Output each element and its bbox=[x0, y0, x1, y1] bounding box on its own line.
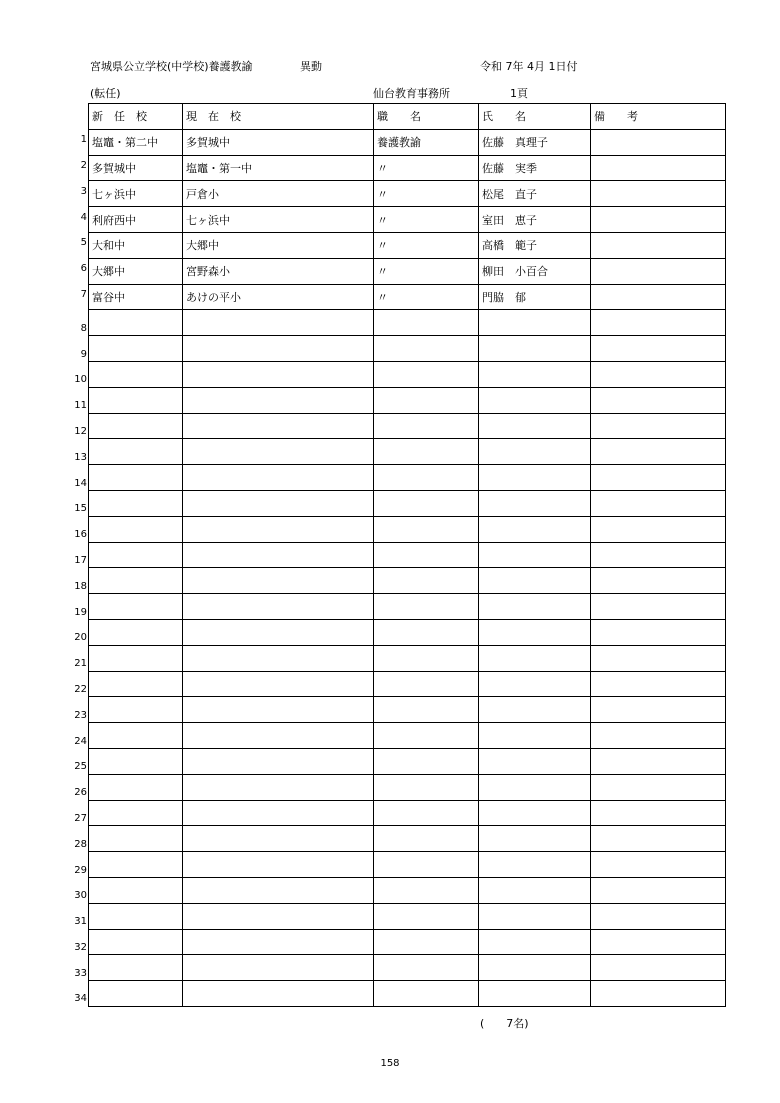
row-number: 23 bbox=[74, 709, 87, 721]
cell-position bbox=[374, 800, 479, 826]
row-number: 30 bbox=[74, 890, 87, 902]
cell-current-school bbox=[183, 542, 374, 568]
cell-position bbox=[374, 723, 479, 749]
cell-position bbox=[374, 826, 479, 852]
row-number: 25 bbox=[74, 761, 87, 773]
cell-note bbox=[591, 723, 726, 749]
cell-text: 大郷中 bbox=[92, 265, 125, 279]
cell-current-school bbox=[183, 645, 374, 671]
cell-current-school: 戸倉小 bbox=[183, 181, 374, 207]
cell-current-school bbox=[183, 800, 374, 826]
table-row bbox=[89, 336, 726, 362]
cell-name bbox=[479, 800, 591, 826]
cell-note bbox=[591, 284, 726, 310]
cell-new-school bbox=[80, 232, 183, 258]
cell-position bbox=[374, 877, 479, 903]
cell-name bbox=[479, 310, 591, 336]
cell-name bbox=[479, 490, 591, 516]
table-row bbox=[89, 387, 726, 413]
cell-position bbox=[374, 568, 479, 594]
row-number: 19 bbox=[74, 606, 87, 618]
table-row bbox=[89, 723, 726, 749]
cell-new-school bbox=[74, 903, 183, 929]
cell-new-school bbox=[74, 516, 183, 542]
cell-note bbox=[591, 929, 726, 955]
cell-current-school: あけの平小 bbox=[183, 284, 374, 310]
row-number: 16 bbox=[74, 529, 87, 541]
row-number: 21 bbox=[74, 658, 87, 670]
cell-position bbox=[374, 516, 479, 542]
col-header-note: 備 考 bbox=[591, 104, 726, 130]
cell-new-school bbox=[74, 490, 183, 516]
cell-current-school bbox=[183, 310, 374, 336]
cell-current-school bbox=[183, 465, 374, 491]
cell-note bbox=[591, 129, 726, 155]
cell-note bbox=[591, 387, 726, 413]
cell-new-school bbox=[80, 155, 183, 181]
table-row bbox=[89, 903, 726, 929]
table-row bbox=[89, 748, 726, 774]
col-header-position: 職 名 bbox=[374, 104, 479, 130]
cell-current-school: 塩竈・第一中 bbox=[183, 155, 374, 181]
cell-text: 塩竈・第二中 bbox=[92, 136, 158, 150]
cell-note bbox=[591, 516, 726, 542]
cell-name bbox=[479, 723, 591, 749]
cell-position: 〃 bbox=[374, 155, 479, 181]
cell-position bbox=[374, 955, 479, 981]
cell-position bbox=[374, 903, 479, 929]
cell-position bbox=[374, 413, 479, 439]
cell-name bbox=[479, 697, 591, 723]
table-row bbox=[89, 542, 726, 568]
cell-text: 多賀城中 bbox=[92, 161, 136, 175]
cell-new-school bbox=[74, 723, 183, 749]
col-header-new-school: 新 任 校 bbox=[89, 104, 183, 130]
cell-new-school bbox=[74, 568, 183, 594]
cell-current-school bbox=[183, 490, 374, 516]
row-number: 13 bbox=[74, 451, 87, 463]
row-number: 6 bbox=[80, 263, 87, 275]
cell-position: 養護教諭 bbox=[374, 129, 479, 155]
cell-new-school bbox=[74, 361, 183, 387]
table-row bbox=[89, 181, 726, 207]
cell-name bbox=[479, 955, 591, 981]
cell-name bbox=[479, 336, 591, 362]
cell-new-school bbox=[74, 619, 183, 645]
cell-current-school: 大郷中 bbox=[183, 232, 374, 258]
cell-current-school bbox=[183, 516, 374, 542]
cell-note bbox=[591, 258, 726, 284]
cell-name bbox=[479, 852, 591, 878]
cell-new-school bbox=[80, 310, 183, 336]
transfer-type: (転任) bbox=[90, 87, 121, 100]
cell-name bbox=[479, 568, 591, 594]
cell-new-school bbox=[80, 284, 183, 310]
cell-position bbox=[374, 336, 479, 362]
cell-note bbox=[591, 490, 726, 516]
table-row bbox=[89, 284, 726, 310]
table-row bbox=[89, 516, 726, 542]
cell-new-school bbox=[74, 671, 183, 697]
cell-note bbox=[591, 413, 726, 439]
cell-current-school bbox=[183, 697, 374, 723]
cell-name bbox=[479, 903, 591, 929]
row-number: 20 bbox=[74, 632, 87, 644]
cell-current-school bbox=[183, 594, 374, 620]
cell-note bbox=[591, 542, 726, 568]
row-number: 11 bbox=[74, 400, 87, 412]
cell-current-school: 七ヶ浜中 bbox=[183, 207, 374, 233]
cell-text: 大和中 bbox=[92, 239, 125, 253]
cell-position bbox=[374, 439, 479, 465]
cell-note bbox=[591, 826, 726, 852]
cell-current-school bbox=[183, 361, 374, 387]
cell-new-school bbox=[74, 929, 183, 955]
table-row bbox=[89, 129, 726, 155]
cell-note bbox=[591, 619, 726, 645]
cell-position bbox=[374, 981, 479, 1007]
cell-name bbox=[479, 981, 591, 1007]
cell-note bbox=[591, 877, 726, 903]
cell-name: 松尾 直子 bbox=[479, 181, 591, 207]
cell-name: 佐藤 真理子 bbox=[479, 129, 591, 155]
document-title: 宮城県公立学校(中学校)養護教諭 bbox=[90, 60, 253, 73]
row-number: 9 bbox=[80, 348, 87, 360]
col-header-current-school: 現 在 校 bbox=[183, 104, 374, 130]
cell-new-school bbox=[74, 877, 183, 903]
cell-new-school bbox=[74, 594, 183, 620]
cell-current-school bbox=[183, 852, 374, 878]
cell-note bbox=[591, 748, 726, 774]
cell-note bbox=[591, 903, 726, 929]
cell-note bbox=[591, 568, 726, 594]
cell-new-school bbox=[74, 748, 183, 774]
cell-position: 〃 bbox=[374, 284, 479, 310]
cell-current-school bbox=[183, 439, 374, 465]
cell-position bbox=[374, 645, 479, 671]
table-row bbox=[89, 619, 726, 645]
table-row bbox=[89, 413, 726, 439]
row-number: 10 bbox=[74, 374, 87, 386]
cell-note bbox=[591, 981, 726, 1007]
cell-position bbox=[374, 465, 479, 491]
cell-name bbox=[479, 516, 591, 542]
cell-new-school bbox=[74, 955, 183, 981]
cell-new-school bbox=[74, 852, 183, 878]
row-number: 14 bbox=[74, 477, 87, 489]
cell-current-school: 宮野森小 bbox=[183, 258, 374, 284]
cell-position bbox=[374, 619, 479, 645]
row-number: 7 bbox=[80, 288, 87, 300]
cell-new-school bbox=[74, 413, 183, 439]
cell-new-school bbox=[74, 387, 183, 413]
cell-name: 高橋 範子 bbox=[479, 232, 591, 258]
cell-note bbox=[591, 774, 726, 800]
cell-name bbox=[479, 619, 591, 645]
cell-position bbox=[374, 671, 479, 697]
table-body bbox=[74, 129, 726, 1006]
cell-note bbox=[591, 361, 726, 387]
row-number: 27 bbox=[74, 812, 87, 824]
cell-position: 〃 bbox=[374, 232, 479, 258]
cell-note bbox=[591, 155, 726, 181]
table-row bbox=[89, 310, 726, 336]
table-row bbox=[89, 826, 726, 852]
office-name: 仙台教育事務所 bbox=[373, 87, 450, 100]
cell-new-school bbox=[74, 465, 183, 491]
table-row bbox=[89, 981, 726, 1007]
cell-position bbox=[374, 542, 479, 568]
table-row bbox=[89, 155, 726, 181]
table-row bbox=[89, 465, 726, 491]
cell-name bbox=[479, 594, 591, 620]
cell-note bbox=[591, 207, 726, 233]
table-row bbox=[89, 258, 726, 284]
cell-current-school bbox=[183, 929, 374, 955]
cell-note bbox=[591, 439, 726, 465]
table-row bbox=[89, 490, 726, 516]
cell-position bbox=[374, 852, 479, 878]
cell-note bbox=[591, 594, 726, 620]
cell-current-school bbox=[183, 877, 374, 903]
cell-new-school bbox=[80, 181, 183, 207]
cell-name: 門脇 郁 bbox=[479, 284, 591, 310]
cell-name bbox=[479, 774, 591, 800]
cell-position: 〃 bbox=[374, 207, 479, 233]
cell-name: 佐藤 実季 bbox=[479, 155, 591, 181]
cell-new-school bbox=[74, 981, 183, 1007]
table-row bbox=[89, 439, 726, 465]
table-row bbox=[89, 774, 726, 800]
cell-new-school bbox=[80, 258, 183, 284]
row-number: 15 bbox=[74, 503, 87, 515]
cell-current-school bbox=[183, 955, 374, 981]
cell-current-school bbox=[183, 774, 374, 800]
cell-text: 利府西中 bbox=[92, 213, 136, 227]
cell-note bbox=[591, 336, 726, 362]
row-number: 34 bbox=[74, 993, 87, 1005]
cell-position bbox=[374, 748, 479, 774]
table-row bbox=[89, 645, 726, 671]
row-number: 31 bbox=[74, 916, 87, 928]
cell-name bbox=[479, 542, 591, 568]
row-number: 1 bbox=[80, 134, 87, 146]
row-number: 22 bbox=[74, 683, 87, 695]
cell-new-school bbox=[80, 336, 183, 362]
cell-new-school bbox=[74, 439, 183, 465]
table-row bbox=[89, 877, 726, 903]
cell-current-school bbox=[183, 981, 374, 1007]
cell-note bbox=[591, 800, 726, 826]
table-row bbox=[89, 852, 726, 878]
table-row bbox=[89, 955, 726, 981]
cell-current-school bbox=[183, 619, 374, 645]
row-number: 24 bbox=[74, 735, 87, 747]
cell-name bbox=[479, 671, 591, 697]
sheet-page: 1頁 bbox=[510, 87, 528, 100]
cell-note bbox=[591, 465, 726, 491]
cell-new-school bbox=[74, 542, 183, 568]
cell-new-school bbox=[80, 129, 183, 155]
cell-note bbox=[591, 645, 726, 671]
page-number: 158 bbox=[380, 1058, 400, 1069]
cell-position bbox=[374, 929, 479, 955]
row-number: 4 bbox=[80, 211, 87, 223]
table-row bbox=[89, 697, 726, 723]
cell-text: 富谷中 bbox=[92, 290, 125, 304]
cell-position bbox=[374, 490, 479, 516]
cell-name: 室田 恵子 bbox=[479, 207, 591, 233]
cell-current-school: 多賀城中 bbox=[183, 129, 374, 155]
cell-position bbox=[374, 594, 479, 620]
row-number: 29 bbox=[74, 864, 87, 876]
cell-name bbox=[479, 748, 591, 774]
table-row bbox=[89, 207, 726, 233]
total-count: ( 7名) bbox=[480, 1017, 529, 1030]
row-number: 3 bbox=[80, 185, 87, 197]
cell-new-school bbox=[74, 826, 183, 852]
row-number: 28 bbox=[74, 838, 87, 850]
table-row bbox=[89, 568, 726, 594]
document-category: 異動 bbox=[300, 60, 322, 73]
cell-name bbox=[479, 877, 591, 903]
table-row bbox=[89, 232, 726, 258]
cell-position: 〃 bbox=[374, 258, 479, 284]
cell-note bbox=[591, 232, 726, 258]
row-number: 5 bbox=[80, 237, 87, 249]
cell-position: 〃 bbox=[374, 181, 479, 207]
table-row bbox=[89, 361, 726, 387]
cell-note bbox=[591, 181, 726, 207]
cell-position bbox=[374, 774, 479, 800]
cell-current-school bbox=[183, 413, 374, 439]
cell-current-school bbox=[183, 723, 374, 749]
table-row bbox=[89, 594, 726, 620]
cell-name bbox=[479, 413, 591, 439]
cell-note bbox=[591, 955, 726, 981]
cell-current-school bbox=[183, 387, 374, 413]
row-number: 8 bbox=[80, 322, 87, 334]
cell-position bbox=[374, 361, 479, 387]
row-number: 12 bbox=[74, 425, 87, 437]
cell-new-school bbox=[74, 645, 183, 671]
row-number: 32 bbox=[74, 941, 87, 953]
cell-name bbox=[479, 465, 591, 491]
row-number: 18 bbox=[74, 580, 87, 592]
cell-name bbox=[479, 439, 591, 465]
cell-position bbox=[374, 310, 479, 336]
cell-current-school bbox=[183, 748, 374, 774]
table-header-row bbox=[89, 104, 726, 130]
cell-current-school bbox=[183, 826, 374, 852]
cell-position bbox=[374, 387, 479, 413]
cell-note bbox=[591, 852, 726, 878]
table-row bbox=[89, 671, 726, 697]
cell-name bbox=[479, 826, 591, 852]
cell-note bbox=[591, 697, 726, 723]
table-row bbox=[89, 929, 726, 955]
cell-current-school bbox=[183, 903, 374, 929]
cell-name bbox=[479, 645, 591, 671]
row-number: 2 bbox=[80, 159, 87, 171]
cell-text: 七ヶ浜中 bbox=[92, 187, 136, 201]
cell-note bbox=[591, 671, 726, 697]
cell-note bbox=[591, 310, 726, 336]
row-number: 17 bbox=[74, 554, 87, 566]
cell-new-school bbox=[74, 697, 183, 723]
effective-date: 令和 7年 4月 1日付 bbox=[480, 60, 578, 73]
cell-current-school bbox=[183, 568, 374, 594]
cell-current-school bbox=[183, 336, 374, 362]
table-row bbox=[89, 800, 726, 826]
cell-current-school bbox=[183, 671, 374, 697]
transfer-table bbox=[74, 103, 726, 1007]
cell-name bbox=[479, 361, 591, 387]
cell-new-school bbox=[80, 207, 183, 233]
row-number: 33 bbox=[74, 967, 87, 979]
cell-name bbox=[479, 929, 591, 955]
col-header-name: 氏 名 bbox=[479, 104, 591, 130]
cell-name bbox=[479, 387, 591, 413]
cell-new-school bbox=[74, 800, 183, 826]
cell-new-school bbox=[74, 774, 183, 800]
cell-name: 柳田 小百合 bbox=[479, 258, 591, 284]
row-number: 26 bbox=[74, 787, 87, 799]
cell-position bbox=[374, 697, 479, 723]
